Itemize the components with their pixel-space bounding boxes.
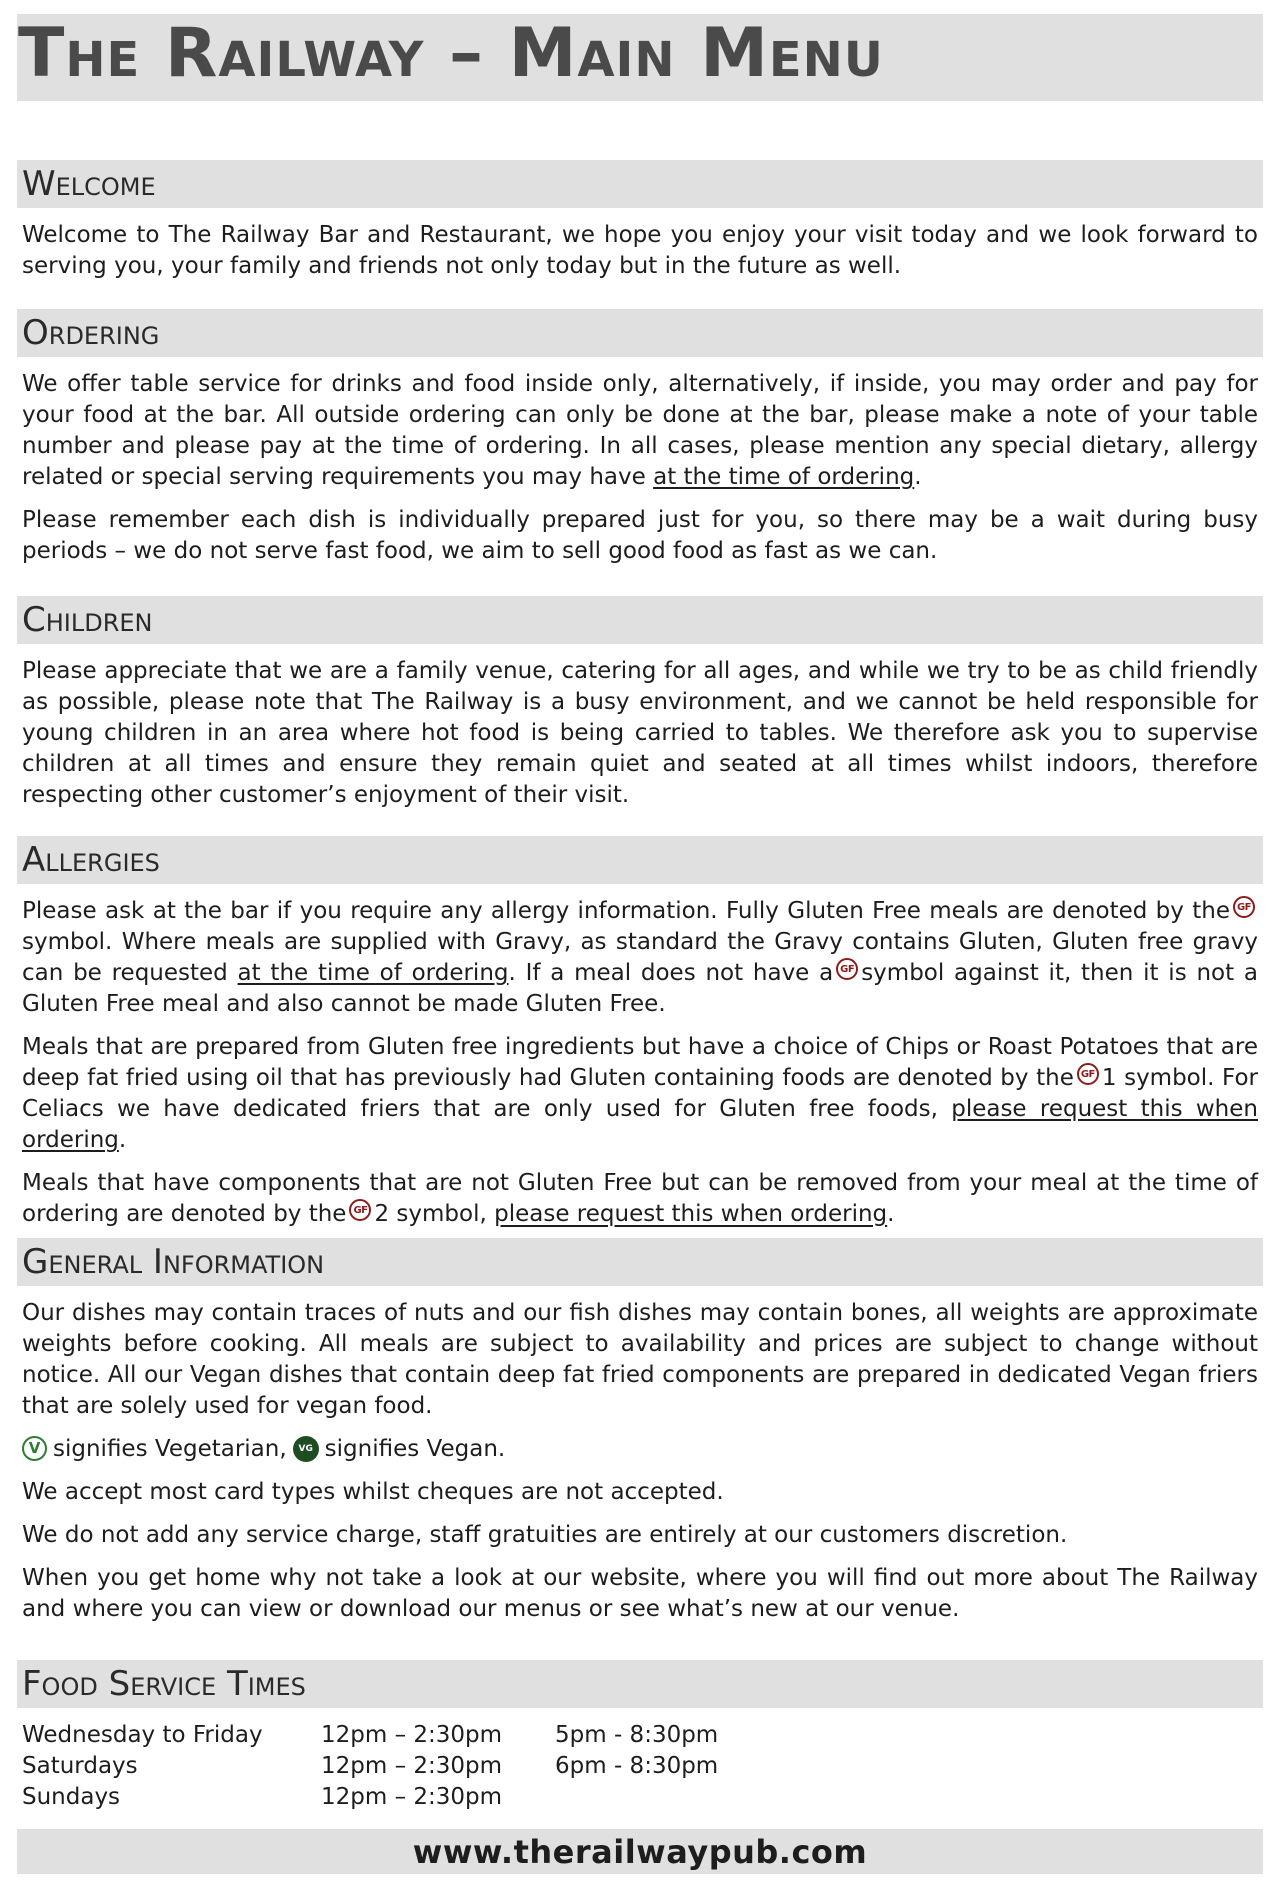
time-of-ordering-link[interactable]: at the time of ordering — [237, 960, 509, 987]
request-when-ordering-link[interactable]: please request this when ordering — [22, 1096, 1258, 1154]
page-title: The Railway – Main Menu — [18, 14, 884, 93]
gluten-free-icon: GF — [1077, 1063, 1099, 1085]
allergies-text: 2 symbol, — [374, 1201, 495, 1228]
section-ordering — [17, 309, 1263, 579]
section-title-times: Food Service Times — [22, 1664, 306, 1704]
vegan-icon: VG — [293, 1436, 319, 1462]
time-of-ordering-link[interactable]: at the time of ordering — [653, 464, 915, 490]
section-allergies — [17, 836, 1263, 1243]
ordering-paragraph-1 — [17, 369, 1263, 493]
request-when-ordering-link[interactable]: please request this when ordering — [494, 1201, 888, 1228]
section-title-allergies: Allergies — [22, 840, 160, 880]
gluten-free-icon: GF — [349, 1199, 371, 1221]
general-paragraph-cards: We accept most card types whilst cheques are not accepted. — [22, 1479, 724, 1505]
section-header — [17, 160, 1263, 208]
children-text: Please appreciate that we are a family venue, catering for all ages, and while we try to be as child friendly as possible, please note that The Railway is a busy environment, and we cannot be held responsible for young children in an area where hot food is being carried to tables. We therefore ask you to supervise children at all times and ensure they remain quiet and seated at all times whilst indoors, therefore respecting other customer’s enjoyment of their visit. — [22, 658, 1258, 808]
section-welcome — [17, 160, 1263, 294]
allergies-text: symbol. Where meals are supplied with Gravy, as standard the Gravy contains Gluten, Gluten free gravy can be requested — [22, 929, 1258, 987]
general-paragraph-1: Our dishes may contain traces of nuts and our fish dishes may contain bones, all weights are approximate weights before cooking. All meals are subject to availability and prices are subject to change without notice. All our Vegan dishes that contain deep fat fried components are prepared in dedicated Vegan friers that are solely used for vegan food. — [22, 1300, 1258, 1419]
dietary-legend — [17, 1434, 1263, 1465]
table-row — [22, 1720, 755, 1751]
section-title-children: Children — [22, 600, 153, 640]
section-title-general: General Information — [22, 1242, 325, 1282]
lunch-cell: 12pm – 2:30pm — [321, 1784, 503, 1810]
day-cell: Saturdays — [22, 1753, 138, 1779]
allergies-text: . — [887, 1201, 895, 1228]
section-general-information — [17, 1238, 1263, 1637]
section-header — [17, 1238, 1263, 1286]
general-paragraph-service: We do not add any service charge, staff gratuities are entirely at our customers discretion. — [22, 1522, 1068, 1548]
vegan-label: signifies Vegan. — [324, 1436, 506, 1462]
ordering-text-end: . — [914, 464, 922, 490]
welcome-text: Welcome to The Railway Bar and Restaurant, we hope you enjoy your visit today and we look forward to serving you, your family and friends not only today but in the future as well. — [22, 222, 1258, 279]
ordering-text: We offer table service for drinks and food inside only, alternatively, if inside, you may order and pay for your food at the bar. All outside ordering can only be done at the bar, please make a note of your table number and please pay at the time of ordering. In all cases, please mention any special dietary, allergy related or special serving requirements you may have — [22, 371, 1258, 490]
allergies-paragraph-2 — [17, 1032, 1263, 1156]
evening-cell — [555, 1782, 755, 1813]
allergies-paragraph-3 — [17, 1168, 1263, 1230]
general-paragraph-website: When you get home why not take a look at our website, where you will find out more about The Railway and where you can view or download our menus or see what’s new at our venue. — [22, 1565, 1258, 1622]
section-title-welcome: Welcome — [22, 164, 156, 204]
allergies-text: . If a meal does not have a — [508, 960, 834, 987]
allergies-text: Please ask at the bar if you require any allergy information. Fully Gluten Free meals are denoted by the — [22, 898, 1230, 925]
allergies-paragraph-1 — [17, 896, 1263, 1020]
table-row — [22, 1751, 755, 1782]
day-cell: Wednesday to Friday — [22, 1722, 263, 1748]
vegetarian-label: signifies Vegetarian, — [53, 1436, 287, 1462]
day-cell: Sundays — [22, 1784, 121, 1810]
section-header — [17, 596, 1263, 644]
ordering-paragraph-2: Please remember each dish is individually prepared just for you, so there may be a wait during busy periods – we do not serve fast food, we aim to sell good food as fast as we can. — [22, 507, 1258, 564]
allergies-text: Meals that are prepared from Gluten free ingredients but have a choice of Chips or Roast Potatoes that are deep fat fried using oil that has previously had Gluten containing foods are denoted by the — [22, 1034, 1258, 1092]
evening-cell: 6pm - 8:30pm — [555, 1753, 719, 1779]
gluten-free-icon: GF — [1233, 896, 1255, 918]
section-food-service-times — [17, 1660, 1263, 1813]
allergies-text: 1 symbol. For Celiacs we have dedicated friers that are only used for Gluten free foods, — [22, 1065, 1258, 1123]
footer-bar — [17, 1829, 1263, 1874]
section-header — [17, 1660, 1263, 1708]
section-children — [17, 596, 1263, 823]
gluten-free-icon: GF — [836, 958, 858, 980]
allergies-text: symbol against it, then it is not a Gluten Free meal and also cannot be made Gluten Free. — [22, 960, 1258, 1018]
evening-cell: 5pm - 8:30pm — [555, 1722, 719, 1748]
service-times-table — [22, 1720, 755, 1813]
section-header — [17, 836, 1263, 884]
website-link[interactable]: www.therailwaypub.com — [412, 1832, 868, 1871]
section-header — [17, 309, 1263, 357]
allergies-text: . — [118, 1127, 127, 1154]
allergies-text: Meals that have components that are not Gluten Free but can be removed from your meal at the time of ordering are denoted by the — [22, 1170, 1258, 1228]
vegetarian-icon: V — [22, 1436, 47, 1461]
table-row — [22, 1782, 755, 1813]
lunch-cell: 12pm – 2:30pm — [321, 1722, 503, 1748]
section-title-ordering: Ordering — [22, 313, 160, 353]
lunch-cell: 12pm – 2:30pm — [321, 1753, 503, 1779]
